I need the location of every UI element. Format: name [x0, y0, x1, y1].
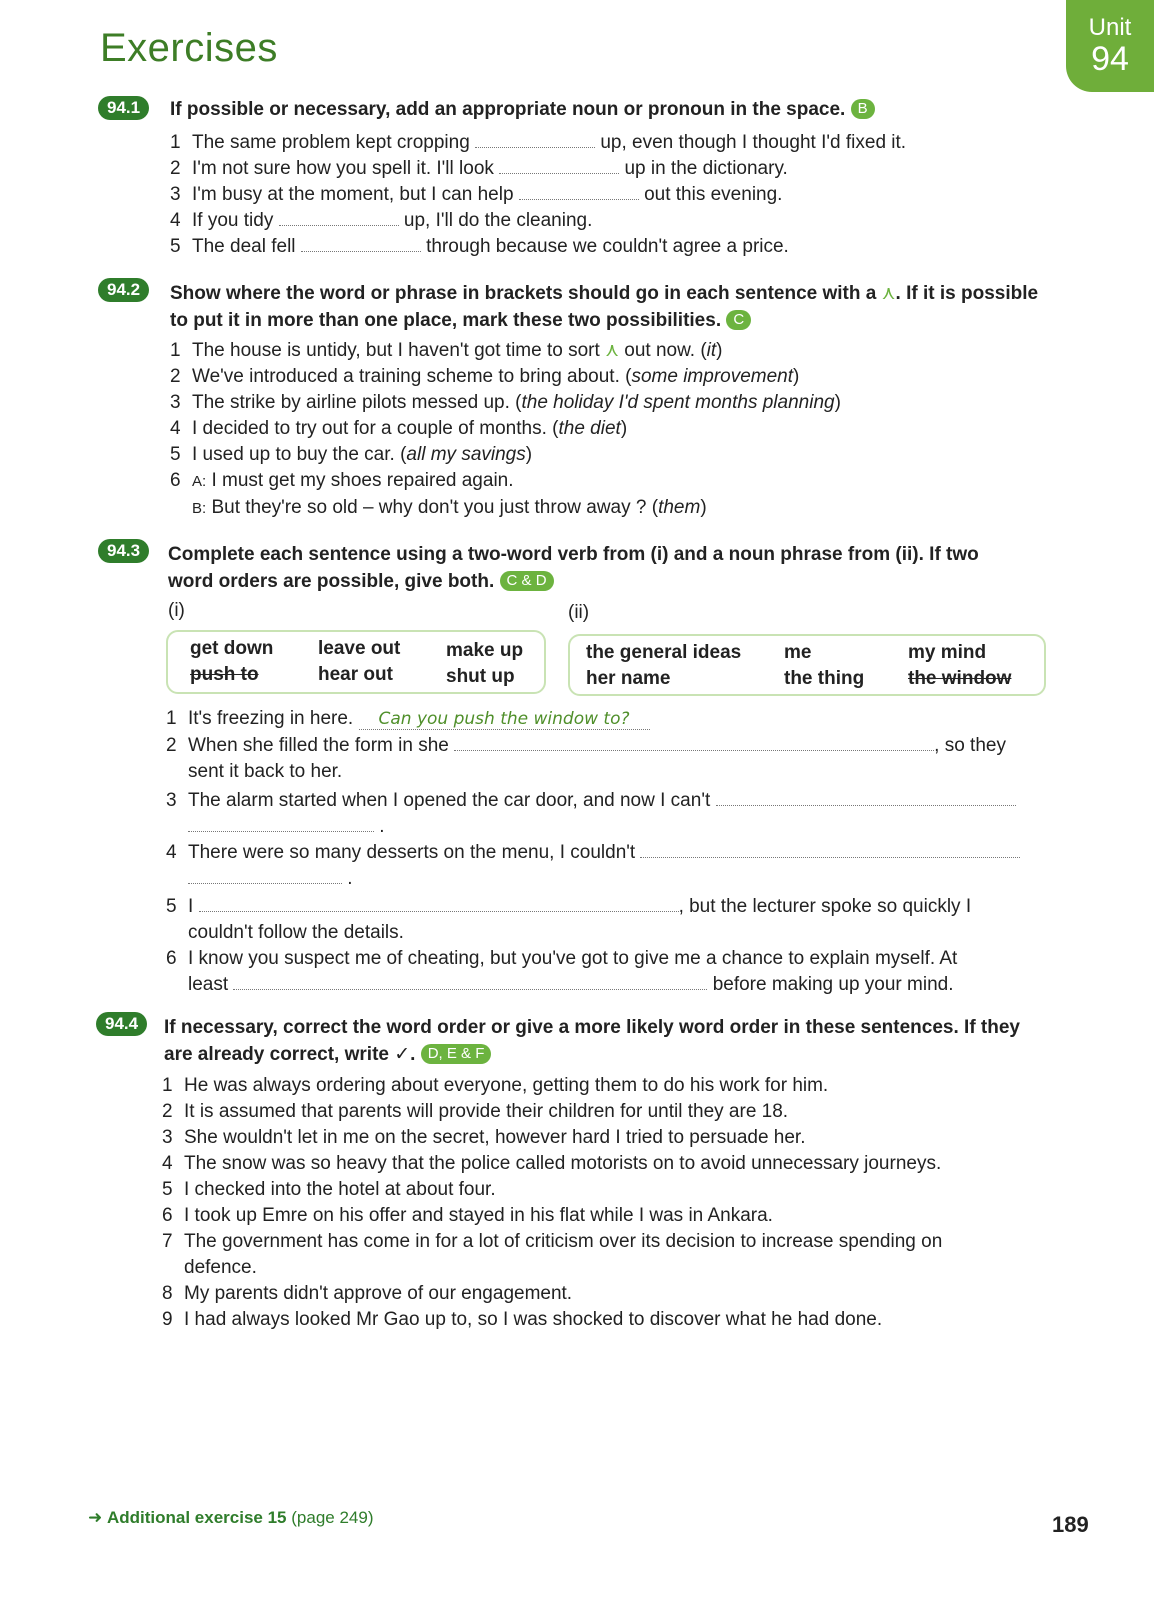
list-item: 3 She wouldn't let in me on the secret, however hard I tried to persuade her. — [162, 1127, 806, 1148]
exercise-list-94-4 — [162, 1073, 1022, 1333]
list-item: 3 The strike by airline pilots messed up. (the holiday I'd spent months planning) — [170, 392, 841, 413]
verb-option: hear out — [318, 664, 393, 685]
exercise-list-94-2 — [170, 338, 841, 522]
answer-blank[interactable] — [233, 975, 707, 990]
page-number: 189 — [1052, 1512, 1089, 1537]
page-title: Exercises — [100, 26, 278, 70]
verb-option: get down — [190, 638, 274, 659]
exercise-badge-94-4: 94.4 — [96, 1012, 147, 1036]
list-item: 4 If you tidy up, I'll do the cleaning. — [170, 210, 593, 231]
exercise-instruction: If possible or necessary, add an appropriate noun or pronoun in the space. B — [170, 96, 875, 123]
answer-blank[interactable] — [199, 897, 679, 912]
list-item: 5 I used up to buy the car. (all my savings) — [170, 444, 533, 465]
section-ref-badge: C — [726, 310, 751, 330]
list-item: 4 I decided to try out for a couple of months. (the diet) — [170, 418, 628, 439]
list-item: 2 We've introduced a training scheme to bring about. (some improvement) — [170, 366, 800, 387]
section-ref-badge: C & D — [500, 571, 554, 591]
list-item: 2 It is assumed that parents will provide their children for until they are 18. — [162, 1101, 789, 1122]
list-item: 8 My parents didn't approve of our engagement. — [162, 1283, 573, 1304]
noun-box — [568, 634, 1046, 696]
list-item: 1 He was always ordering about everyone, getting them to do his work for him. — [162, 1075, 829, 1096]
unit-tab — [1066, 0, 1154, 92]
unit-number: 94 — [1091, 40, 1129, 78]
list-item: 1 The same problem kept cropping up, even though I thought I'd fixed it. — [170, 132, 907, 153]
noun-option-used: the window — [908, 668, 1012, 689]
column-label-ii: (ii) — [568, 602, 590, 623]
arrow-right-icon: ➜ — [88, 1508, 103, 1527]
answer-blank[interactable] — [640, 843, 1020, 858]
answer-blank[interactable] — [188, 817, 374, 832]
list-item: 2 I'm not sure how you spell it. I'll look up in the dictionary. — [170, 158, 788, 179]
list-item: 5 I checked into the hotel at about four. — [162, 1179, 496, 1200]
list-item: 1 The house is untidy, but I haven't got time to sort ⋏ out now. (it) — [170, 340, 723, 361]
verb-option-used: push to — [190, 664, 259, 685]
noun-option: the general ideas — [586, 642, 742, 663]
list-item: 7 The government has come in for a lot of criticism over its decision to increase spending on defence. — [162, 1231, 943, 1278]
answer-blank[interactable] — [279, 211, 399, 226]
list-item: B: But they're so old – why don't you just throw away ? (them) — [192, 497, 707, 518]
noun-option: her name — [586, 668, 671, 689]
list-item: 6 I took up Emre on his offer and stayed in his flat while I was in Ankara. — [162, 1205, 773, 1226]
list-item: 9 I had always looked Mr Gao up to, so I was shocked to discover what he had done. — [162, 1309, 883, 1330]
column-label-i: (i) — [168, 600, 185, 621]
verb-option: shut up — [446, 666, 515, 687]
exercise-list-94-1 — [170, 130, 906, 260]
exercise-badge-94-1: 94.1 — [98, 96, 149, 120]
noun-option: me — [784, 642, 812, 663]
exercise-badge-94-3: 94.3 — [98, 539, 149, 563]
list-item: 6 I know you suspect me of cheating, but you've got to give me a chance to explain myself. At least before making up your mind. — [166, 948, 958, 995]
noun-option: my mind — [908, 642, 987, 663]
answer-blank[interactable] — [499, 159, 619, 174]
verb-option: leave out — [318, 638, 401, 659]
answer-blank[interactable] — [716, 791, 1016, 806]
list-item: 5 I , but the lecturer spoke so quickly I couldn't follow the details. — [166, 896, 972, 943]
answer-blank[interactable] — [301, 237, 421, 252]
example-answer: Can you push the window to? — [359, 709, 650, 730]
answer-blank[interactable] — [519, 185, 639, 200]
list-item: 4 The snow was so heavy that the police called motorists on to avoid unnecessary journeys. — [162, 1153, 942, 1174]
unit-label: Unit — [1088, 14, 1132, 41]
list-item: 5 The deal fell through because we couldn't agree a price. — [170, 236, 789, 257]
list-item: 6 A: I must get my shoes repaired again. — [170, 470, 514, 491]
verb-option: make up — [446, 640, 524, 661]
list-item: 3 The alarm started when I opened the car door, and now I can't . — [166, 788, 1046, 840]
list-item: 2 When she filled the form in she , so they sent it back to her. — [166, 735, 1006, 782]
exercise-badge-94-2: 94.2 — [98, 278, 149, 302]
section-ref-badge: D, E & F — [421, 1044, 492, 1064]
list-item: 1 It's freezing in here. Can you push the window to? — [166, 706, 650, 732]
noun-option: the thing — [784, 668, 865, 689]
answer-blank[interactable] — [188, 869, 342, 884]
verb-box — [166, 630, 546, 694]
section-ref-badge: B — [851, 99, 875, 119]
insert-caret-icon: ⋏ — [881, 283, 896, 304]
answer-blank[interactable] — [475, 133, 595, 148]
list-item: 3 I'm busy at the moment, but I can help out this evening. — [170, 184, 783, 205]
insert-caret-icon: ⋏ — [605, 340, 619, 361]
answer-blank[interactable] — [454, 736, 934, 751]
exercise-instruction: Complete each sentence using a two-word verb from (i) and a noun phrase from (ii). If two word orders are possible, give both. C & D — [168, 544, 979, 592]
exercise-instruction: If necessary, correct the word order or give a more likely word order in these sentences. If they are already correct, write ✓. D, E & F — [164, 1017, 1021, 1065]
list-item: 4 There were so many desserts on the menu, I couldn't . — [166, 840, 1046, 892]
exercise-instruction: Show where the word or phrase in brackets should go in each sentence with a ⋏. If it is possible to put it in more than one place, mark these two possibilities. C — [170, 283, 1039, 331]
additional-exercise-link[interactable]: ➜ Additional exercise 15 (page 249) — [88, 1508, 374, 1527]
